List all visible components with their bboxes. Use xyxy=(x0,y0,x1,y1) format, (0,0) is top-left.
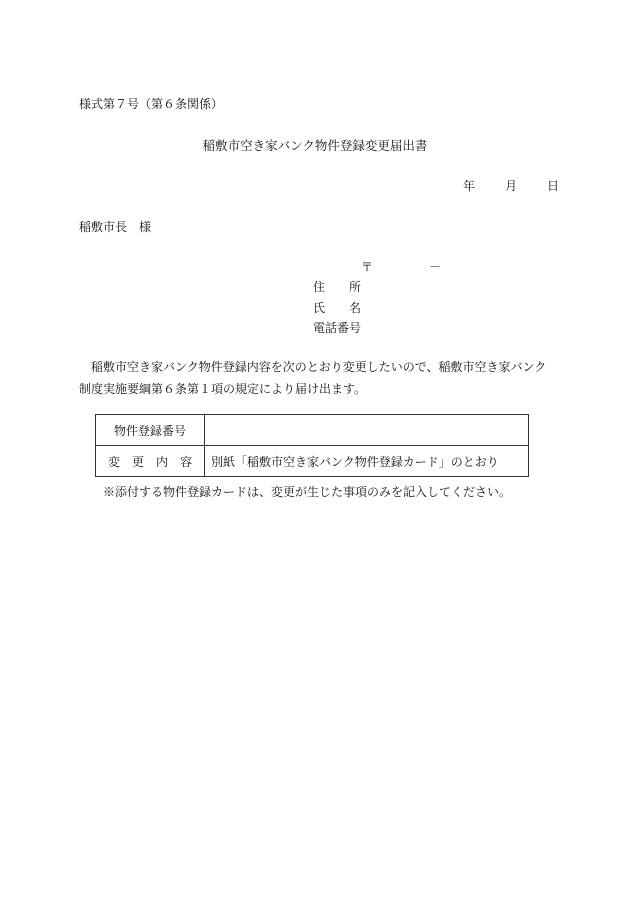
change-content-label: 変 更 内 容 xyxy=(96,446,205,477)
date-month-label: 月 xyxy=(505,179,518,193)
property-info-table xyxy=(95,414,529,477)
postal-mark: 〒 xyxy=(361,260,374,274)
postal-dash: － xyxy=(429,260,442,274)
document-title: 稲敷市空き家バンク物件登録変更届出書 xyxy=(202,138,428,153)
phone-label: 電話番号 xyxy=(313,321,362,335)
name-label: 氏 名 xyxy=(313,301,362,315)
recipient: 稲敷市長 様 xyxy=(79,220,152,234)
date-line xyxy=(463,178,559,194)
property-number-label: 物件登録番号 xyxy=(96,415,205,446)
property-number-value xyxy=(205,415,529,446)
table-row xyxy=(96,446,529,477)
table-row xyxy=(96,415,529,446)
body-paragraph: 稲敷市空き家バンク物件登録内容を次のとおり変更したいので、稲敷市空き家バンク制度実施要綱第６条第１項の規定により届け出ます。 xyxy=(79,360,547,396)
footnote: ※添付する物件登録カードは、変更が生じた事項のみを記入してください。 xyxy=(103,485,512,499)
postal-code-line xyxy=(361,259,441,275)
date-year-label: 年 xyxy=(463,179,476,193)
form-number: 様式第７号（第６条関係） xyxy=(79,97,224,111)
change-content-value: 別紙「稲敷市空き家バンク物件登録カード」のとおり xyxy=(205,446,529,477)
date-day-label: 日 xyxy=(547,179,560,193)
address-label: 住 所 xyxy=(313,280,362,294)
